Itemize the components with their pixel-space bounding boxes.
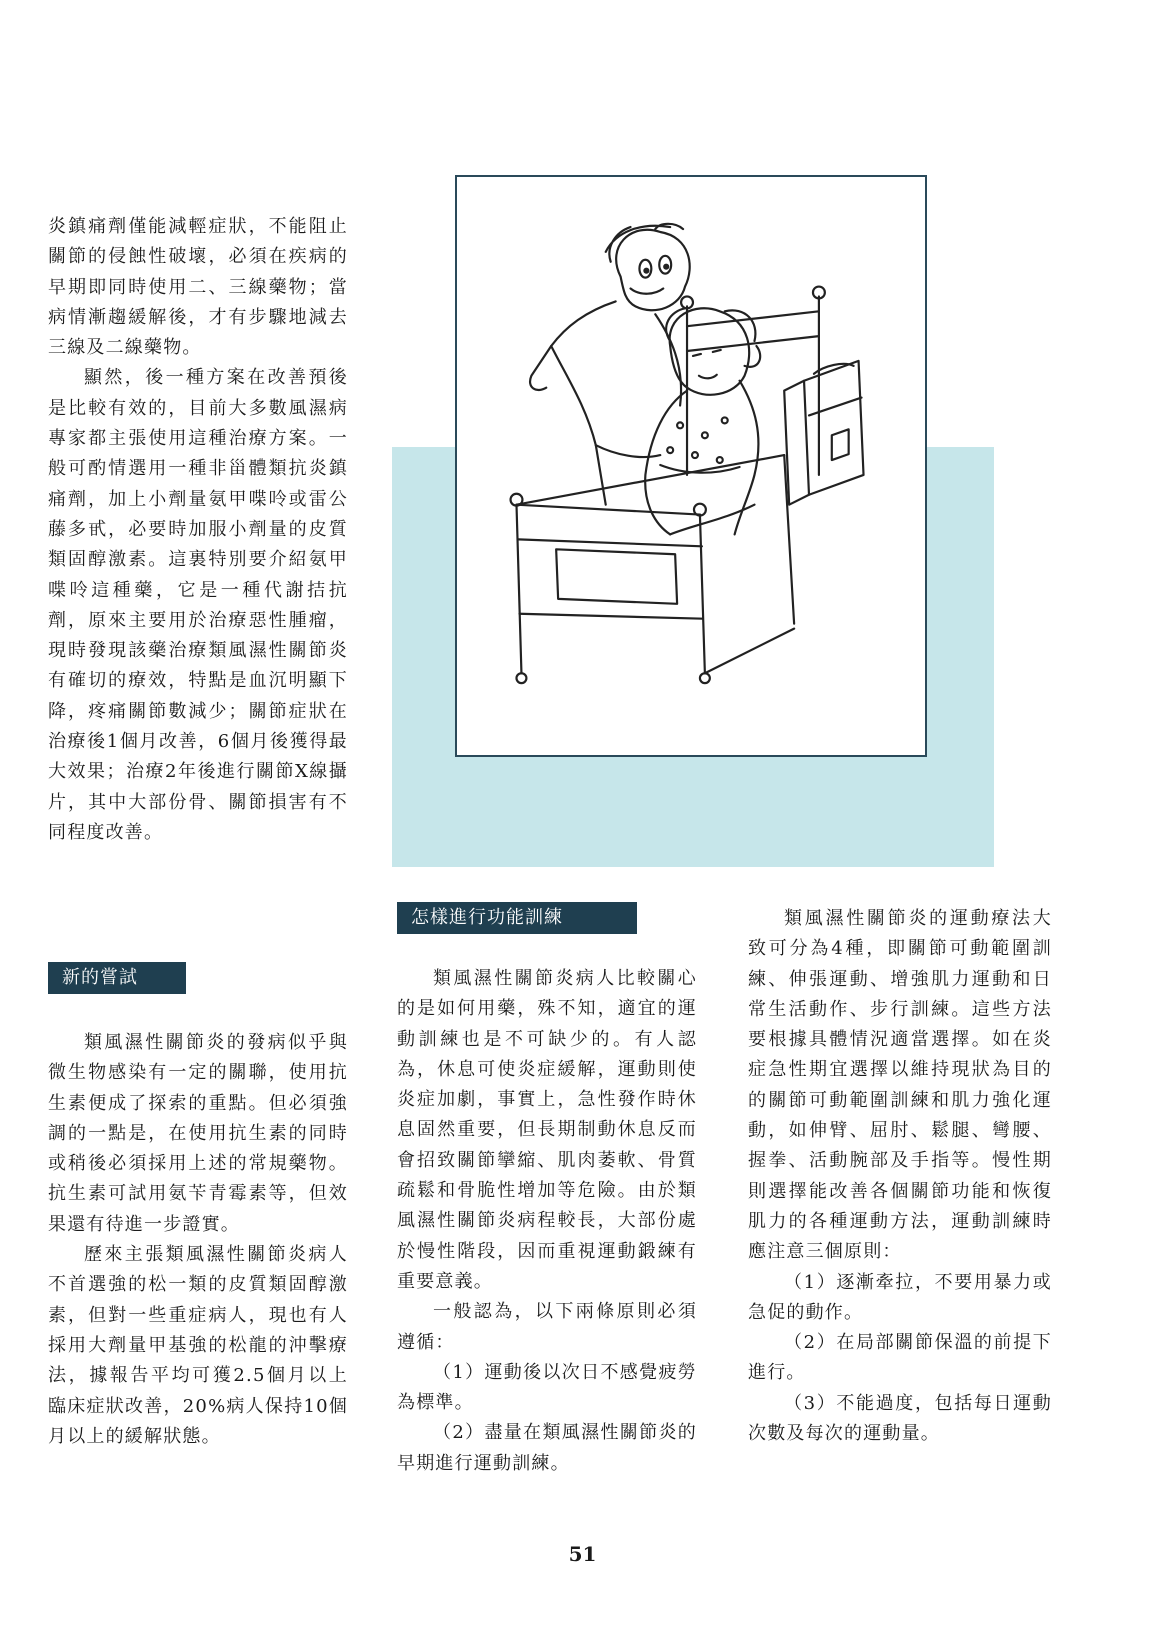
section-heading-function-training: 怎樣進行功能訓練 [397,902,637,934]
column-2 [397,964,697,1479]
col2-paragraph-1: 一般認為，以下兩條原則必須遵循： [397,1301,697,1353]
col3-paragraph-0: 類風濕性關節炎的運動療法大致可分為4種，即關節可動範圍訓練、伸張運動、增強肌力運動和日常生活動作、步行訓練。這些方法要根據具體情況適當選擇。如在炎症急性期宜選擇以維持現狀為目的的關節可動範圍訓練和肌力強化運動，如伸臂、屈肘、鬆腿、彎腰、握拳、活動腕部及手指等。慢性期則選擇能改善各個關節功能和恢復肌力的各種運動方法，運動訓練時應注意三個原則： [748,908,1052,1263]
col1-paragraph-1: 顯然，後一種方案在改善預後是比較有效的，目前大多數風濕病專家都主張使用這種治療方案。一般可酌情選用一種非甾體類抗炎鎮痛劑，加上小劑量氨甲喋呤或雷公藤多甙，必要時加服小劑量的皮質類固醇激素。這裏特別要介紹氨甲喋呤這種藥，它是一種代謝拮抗劑，原來主要用於治療惡性腫瘤，現時發現該藥治療類風濕性關節炎有確切的療效，特點是血沉明顯下降，疼痛關節數減少；關節症狀在治療後1個月改善，6個月後獲得最大效果；治療2年後進行關節X線攝片，其中大部份骨、關節損害有不同程度改善。 [48,367,348,843]
col2-paragraph-3: （2）盡量在類風濕性關節炎的早期進行運動訓練。 [397,1422,697,1474]
doctor-patient-bed-drawing [457,177,925,755]
col3-paragraph-2: （2）在局部關節保溫的前提下進行。 [748,1332,1052,1384]
col2-paragraph-0: 類風濕性關節炎病人比較關心的是如何用藥，殊不知，適宜的運動訓練也是不可缺少的。有人認為，休息可使炎症緩解，運動則使炎症加劇，事實上，急性發作時休息固然重要，但長期制動休息反而會招致關節攣縮、肌肉萎軟、骨質疏鬆和骨脆性增加等危險。由於類風濕性關節炎病程較長，大部份處於慢性階段，因而重視運動鍛練有重要意義。 [397,968,697,1292]
col2-paragraph-2: （1）運動後以次日不感覺疲勞為標準。 [397,1361,697,1414]
column-3 [748,904,1052,1449]
section-heading-new-attempt: 新的嘗試 [48,962,186,994]
col1-paragraph-3: 歷來主張類風濕性關節炎病人不首選強的松一類的皮質類固醇激素，但對一些重症病人，現也有人採用大劑量甲基強的松龍的沖擊療法，據報告平均可獲2.5個月以上臨床症狀改善，20%病人保持10個月以上的緩解狀態。 [48,1244,348,1447]
col1-paragraph-0: 炎鎮痛劑僅能減輕症狀，不能阻止關節的侵蝕性破壞，必須在疾病的早期即同時使用二、三線藥物；當病情漸趨緩解後，才有步驟地減去三線及二線藥物。 [48,216,348,359]
col3-paragraph-1: （1）逐漸牽拉，不要用暴力或急促的動作。 [748,1271,1052,1323]
page-number: 51 [568,1542,597,1566]
col1-paragraph-2: 類風濕性關節炎的發病似乎與微生物感染有一定的關聯，使用抗生素便成了探索的重點。但必須強調的一點是，在使用抗生素的同時或稍後必須採用上述的常規藥物。抗生素可試用氨苄青霉素等，但效果還有待進一步證實。 [48,1032,348,1235]
col3-paragraph-3: （3）不能過度，包括每日運動次數及每次的運動量。 [748,1392,1052,1445]
illustration-frame [455,175,927,757]
